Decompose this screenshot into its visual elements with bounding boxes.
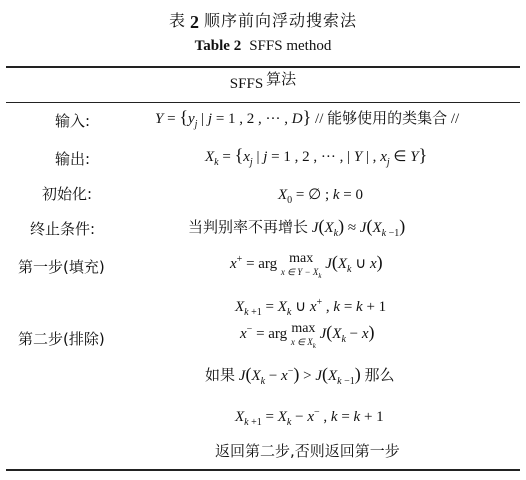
- input-formula: $Y = \{y_j$ | j = 1 , 2 , ··· , D} // 能够使用的类集合 //: [155, 107, 460, 130]
- caption-title-en: SFFS method: [249, 38, 332, 54]
- stop-label: 终止条件:: [30, 220, 96, 238]
- stop-text: 当判别率不再增长: [188, 218, 309, 236]
- header-algo-cn: 算法: [266, 70, 297, 88]
- header-rule: [6, 102, 520, 103]
- bottom-rule: [6, 469, 520, 471]
- step1-label: 第一步(填充): [18, 258, 105, 276]
- stop-formula: 当判别率不再增长 $J(X_k) \approx J(X_{k -1})$: [188, 216, 406, 239]
- table-caption-cn: [0, 8, 526, 31]
- top-rule: [6, 66, 520, 68]
- input-label: 输入:: [55, 112, 91, 130]
- header-algo: SFFS: [229, 76, 264, 92]
- step2-label: 第二步(排除): [18, 330, 105, 348]
- output-label: 输出:: [55, 150, 91, 168]
- output-formula: $X_k = \{x_j$ | j = 1 , 2 , ··· , | Y | , $x_j$ ∈ Y}: [205, 145, 428, 168]
- step2-then: 那么: [364, 366, 395, 384]
- init-label: 初始化:: [42, 185, 93, 203]
- step2-argmax: x− = arg max x ∈ $X_k$ $J(X_k - x)$: [240, 321, 375, 350]
- init-formula: $X_0$ = ∅ ; k = 0: [278, 187, 364, 206]
- table-caption-en: [0, 38, 526, 55]
- caption-label-en: Table 2: [194, 38, 242, 54]
- step2-if: 如果: [205, 366, 236, 384]
- caption-prefix: 表: [168, 11, 186, 30]
- caption-title-cn: 顺序前向浮动搜索法: [204, 11, 358, 30]
- step2-condition: 如果 $J(X_k - x^-) > J(X_{k -1})$ 那么: [205, 364, 395, 387]
- caption-number: 2: [190, 12, 200, 32]
- step2-update-remove: $X_{k +1} = X_k - x^-$ , k = k + 1: [235, 407, 384, 428]
- step2-update-add: $X_{k +1} = X_k$ ∪ x+ , k = k + 1: [235, 297, 387, 318]
- step2-return: 返回第二步,否则返回第一步: [215, 442, 400, 460]
- table-header: [0, 72, 526, 93]
- step1-formula: x+ = arg max x ∈ $Y - X_k$ $J(X_k$ ∪ x): [230, 251, 383, 280]
- input-comment: 能够使用的类集合: [327, 109, 448, 127]
